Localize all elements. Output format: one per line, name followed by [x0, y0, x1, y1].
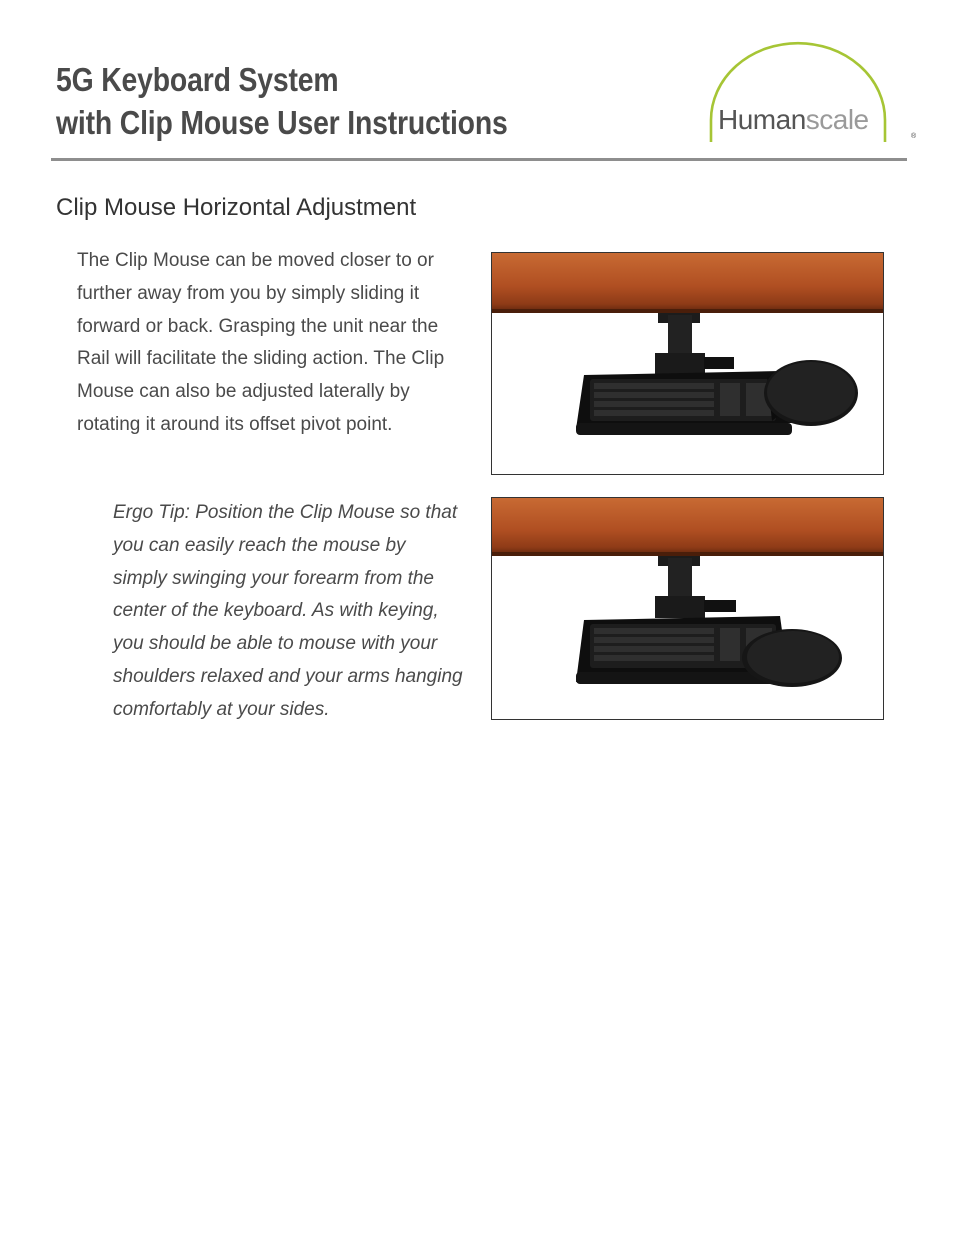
document-title [56, 58, 508, 144]
photo-clip-mouse-extended [491, 252, 884, 475]
registered-mark: ® [911, 133, 916, 140]
instruction-paragraph: The Clip Mouse can be moved closer to or further away from you by simply sliding it forward or back. Grasping the unit near the Rail will facilitate the sliding action. The Clip Mouse can also be adjusted laterally by rotating it around its offset pivot point. [77, 250, 445, 435]
photo-clip-mouse-retracted [491, 497, 884, 720]
logo-brand-part-2: scale [805, 104, 869, 135]
keyboard-tray-illustration [492, 498, 883, 719]
desk-surface [492, 253, 883, 313]
ergo-tip-paragraph: Ergo Tip: Position the Clip Mouse so that you can easily reach the mouse by simply swinging your forearm from the center of the keyboard. As with keying, you should be able to mouse with your shoulders relaxed and your arms hanging comfortably at your sides. [113, 502, 463, 720]
desk-surface [492, 498, 883, 556]
logo-brand-part-1: Human [718, 104, 806, 135]
header-divider [51, 158, 907, 161]
logo-wordmark [718, 104, 916, 140]
title-line-2: with Clip Mouse User Instructions [56, 104, 508, 141]
title-line-1: 5G Keyboard System [56, 61, 339, 98]
keyboard-tray-illustration [492, 253, 883, 474]
section-heading: Clip Mouse Horizontal Adjustment [56, 194, 417, 221]
humanscale-logo [700, 40, 916, 150]
